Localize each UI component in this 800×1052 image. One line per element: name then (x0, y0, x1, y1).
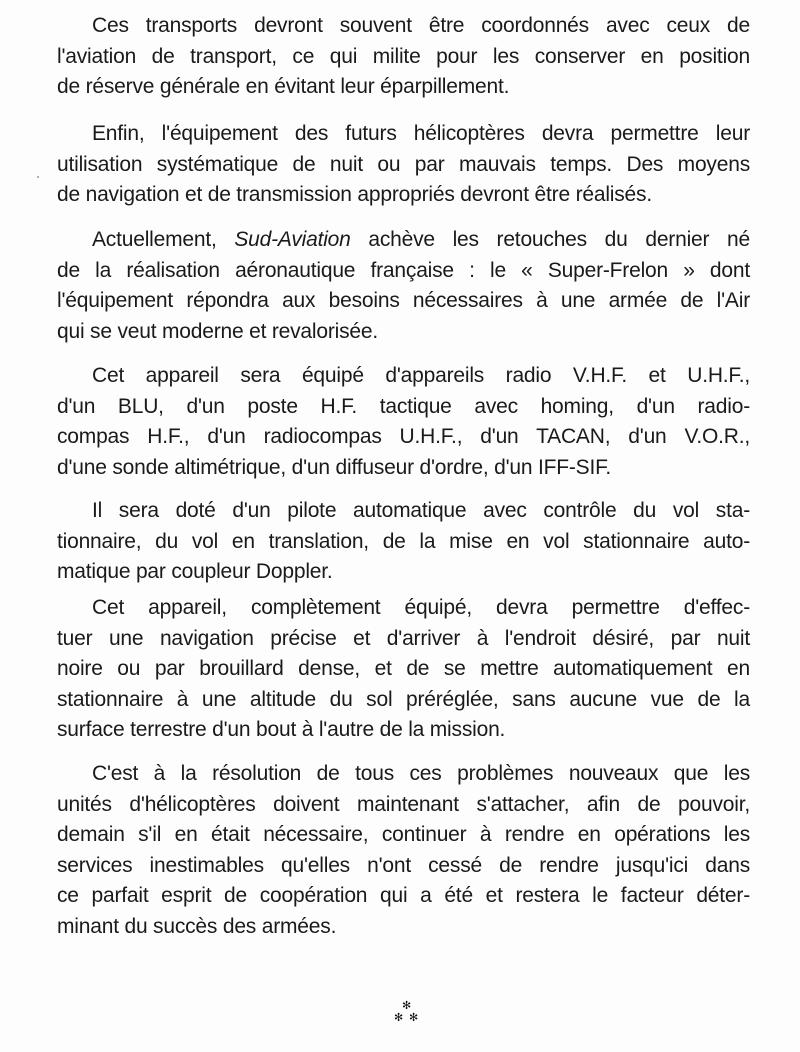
text-line: de navigation et de transmission appropriés devront être réalisés. (57, 183, 652, 206)
company-name-italic: Sud-Aviation (234, 228, 351, 251)
asterism-ornament-icon (392, 1000, 422, 1030)
text-line: compas H.F., d'un radiocompas U.H.F., d'un TACAN, d'un V.O.R., (57, 425, 750, 448)
text-line: l'équipement répondra aux besoins nécessaires à une armée de l'Air (57, 289, 750, 312)
star-icon: ✻ (402, 999, 412, 1012)
paragraph-5 (57, 496, 750, 588)
paragraph-3 (57, 225, 750, 347)
text-line: de la réalisation aéronautique française : le « Super-Frelon » dont (57, 258, 750, 282)
text-run: Actuellement, (92, 228, 235, 251)
paragraph-6 (57, 593, 750, 746)
scan-speck (37, 176, 39, 178)
paragraph-4 (57, 361, 750, 483)
text-line: unités d'hélicoptères doivent maintenant s'attacher, afin de pouvoir, (57, 792, 750, 816)
text-line: surface terrestre d'un bout à l'autre de la mission. (57, 718, 506, 741)
text-line: d'une sonde altimétrique, d'un diffuseur d'ordre, d'un IFF-SIF. (57, 455, 612, 479)
text-line: l'aviation de transport, ce qui milite pour les conserver en position (57, 44, 750, 68)
text-line: Ces transports devront souvent être coordonnés avec ceux de (92, 14, 750, 37)
text-line: noire ou par brouillard dense, et de se mettre automatiquement en (57, 657, 750, 680)
text-line: Cet appareil, complètement équipé, devra permettre d'effec- (92, 596, 750, 619)
text-line: C'est à la résolution de tous ces problèmes nouveaux que les (92, 762, 750, 785)
star-icon: ✻ (409, 1011, 419, 1024)
text-line: services inestimables qu'elles n'ont cessé de rendre jusqu'ici dans (57, 853, 750, 877)
text-line: matique par coupleur Doppler. (57, 560, 333, 583)
text-line: d'un BLU, d'un poste H.F. tactique avec homing, d'un radio- (57, 394, 750, 418)
text-line: utilisation systématique de nuit ou par mauvais temps. Des moyens (57, 152, 750, 176)
text-line: demain s'il en était nécessaire, continuer à rendre en opérations les (57, 823, 750, 846)
text-line: qui se veut moderne et revalorisée. (57, 319, 379, 343)
text-line: de réserve générale en évitant leur éparpillement. (57, 75, 510, 98)
paragraph-7 (57, 759, 750, 942)
paragraph-2 (57, 119, 750, 211)
text-run: achève les retouches du dernier né (350, 228, 750, 251)
text-line: minant du succès des armées. (57, 914, 337, 938)
text-line: tuer une navigation précise et d'arriver à l'endroit désiré, par nuit (57, 626, 750, 650)
paragraph-1 (57, 11, 750, 103)
text-line: Enfin, l'équipement des futurs hélicoptères devra permettre leur (92, 122, 750, 145)
text-line: Il sera doté d'un pilote automatique avec contrôle du vol sta- (92, 499, 750, 522)
text-line (57, 225, 750, 256)
text-line: ce parfait esprit de coopération qui a été et restera le facteur déter- (57, 884, 750, 907)
text-line: Cet appareil sera équipé d'appareils radio V.H.F. et U.H.F., (92, 364, 750, 387)
text-line: tionnaire, du vol en translation, de la mise en vol stationnaire auto- (57, 529, 750, 553)
star-icon: ✻ (394, 1011, 404, 1024)
text-line: stationnaire à une altitude du sol préréglée, sans aucune vue de la (57, 687, 750, 711)
